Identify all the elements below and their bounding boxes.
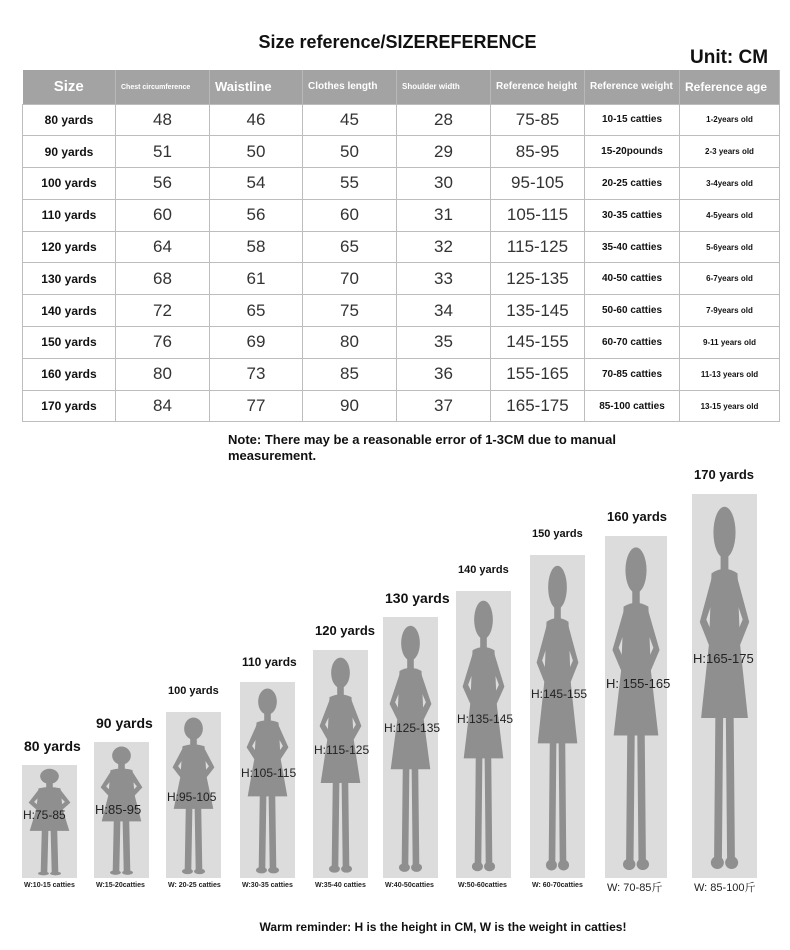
- measurement-note: Note: There may be a reasonable error of 1-3CM due to manual measurement.: [228, 432, 616, 463]
- table-cell: 135-145: [491, 295, 585, 327]
- table-cell: 85-95: [491, 136, 585, 168]
- table-cell: 120 yards: [23, 231, 116, 263]
- table-cell: 40-50 catties: [585, 263, 680, 295]
- table-row: [23, 168, 780, 200]
- table-cell: 35: [397, 327, 491, 359]
- table-cell: 46: [210, 104, 303, 136]
- weight-range-label: W: 20-25 catties: [168, 882, 221, 889]
- table-cell: 54: [210, 168, 303, 200]
- table-cell: 32: [397, 231, 491, 263]
- height-range-label: H:135-145: [457, 711, 514, 726]
- table-cell: 85: [303, 358, 397, 390]
- table-cell: 45: [303, 104, 397, 136]
- table-cell: 155-165: [491, 358, 585, 390]
- table-cell: 58: [210, 231, 303, 263]
- figure-size-label: 150 yards: [532, 528, 583, 540]
- figure-size-label: 130 yards: [385, 590, 450, 606]
- table-cell: 150 yards: [23, 327, 116, 359]
- table-cell: 85-100 catties: [585, 390, 680, 422]
- table-cell: 50-60 catties: [585, 295, 680, 327]
- header-cell: Reference age: [680, 70, 780, 104]
- table-cell: 31: [397, 199, 491, 231]
- table-cell: 37: [397, 390, 491, 422]
- table-header-row: [23, 70, 780, 104]
- table-cell: 33: [397, 263, 491, 295]
- weight-range-label: W:10-15 catties: [24, 882, 75, 889]
- header-cell: Clothes length: [303, 70, 397, 104]
- table-cell: 76: [116, 327, 210, 359]
- table-row: [23, 136, 780, 168]
- warm-reminder: Warm reminder: H is the height in CM, W is the weight in catties!: [259, 920, 627, 934]
- figure-panel: [313, 650, 368, 878]
- table-cell: 20-25 catties: [585, 168, 680, 200]
- header-cell: Size: [23, 70, 116, 104]
- table-row: [23, 327, 780, 359]
- table-cell: 2-3 years old: [680, 136, 780, 168]
- table-cell: 140 yards: [23, 295, 116, 327]
- height-range-label: H: 155-165: [606, 676, 671, 692]
- figure-panel: [383, 617, 441, 878]
- table-cell: 75: [303, 295, 397, 327]
- table-row: [23, 358, 780, 390]
- table-cell: 30: [397, 168, 491, 200]
- table-cell: 77: [210, 390, 303, 422]
- weight-range-label: W:35-40 catties: [315, 882, 366, 889]
- height-range-label: H:95-105: [167, 790, 217, 805]
- table-cell: 15-20pounds: [585, 136, 680, 168]
- table-cell: 6-7years old: [680, 263, 780, 295]
- height-range-label: H:145-155: [531, 687, 588, 702]
- table-cell: 60: [303, 199, 397, 231]
- height-range-label: H:165-175: [693, 651, 754, 667]
- table-cell: 75-85: [491, 104, 585, 136]
- header-cell: Waistline: [210, 70, 303, 104]
- table-cell: 70: [303, 263, 397, 295]
- figure-panel: [692, 494, 757, 878]
- table-cell: 90: [303, 390, 397, 422]
- height-range-label: H:75-85: [23, 807, 66, 822]
- height-range-label: H:115-125: [314, 743, 370, 758]
- weight-range-label: W:50-60catties: [458, 882, 507, 889]
- table-cell: 30-35 catties: [585, 199, 680, 231]
- size-table: [22, 70, 780, 422]
- figure-size-label: 110 yards: [242, 655, 297, 669]
- table-cell: 51: [116, 136, 210, 168]
- figure-size-label: 160 yards: [607, 509, 667, 524]
- table-cell: 125-135: [491, 263, 585, 295]
- header-cell: Chest circumference: [116, 70, 210, 104]
- figure-panel: [530, 555, 588, 878]
- figure-size-label: 90 yards: [96, 715, 153, 731]
- weight-range-label: W:30-35 catties: [242, 882, 293, 889]
- table-cell: 5-6years old: [680, 231, 780, 263]
- table-cell: 160 yards: [23, 358, 116, 390]
- figure-size-label: 100 yards: [168, 685, 219, 697]
- figure-size-label: 140 yards: [458, 564, 509, 576]
- table-cell: 9-11 years old: [680, 327, 780, 359]
- table-cell: 145-155: [491, 327, 585, 359]
- table-cell: 100 yards: [23, 168, 116, 200]
- table-cell: 84: [116, 390, 210, 422]
- table-row: [23, 295, 780, 327]
- figure-size-label: 170 yards: [694, 467, 754, 482]
- table-cell: 55: [303, 168, 397, 200]
- table-cell: 105-115: [491, 199, 585, 231]
- table-row: [23, 199, 780, 231]
- table-cell: 70-85 catties: [585, 358, 680, 390]
- table-cell: 7-9years old: [680, 295, 780, 327]
- table-cell: 170 yards: [23, 390, 116, 422]
- table-cell: 50: [303, 136, 397, 168]
- table-cell: 56: [210, 199, 303, 231]
- table-cell: 80 yards: [23, 104, 116, 136]
- table-cell: 64: [116, 231, 210, 263]
- table-body: [23, 104, 780, 422]
- weight-range-label: W: 60-70catties: [532, 882, 583, 889]
- table-cell: 68: [116, 263, 210, 295]
- table-cell: 28: [397, 104, 491, 136]
- table-cell: 60-70 catties: [585, 327, 680, 359]
- table-cell: 60: [116, 199, 210, 231]
- weight-range-label: W: 70-85斤: [607, 882, 663, 894]
- table-cell: 110 yards: [23, 199, 116, 231]
- table-cell: 130 yards: [23, 263, 116, 295]
- table-cell: 69: [210, 327, 303, 359]
- table-cell: 90 yards: [23, 136, 116, 168]
- height-chart: [0, 467, 790, 900]
- table-cell: 4-5years old: [680, 199, 780, 231]
- table-cell: 29: [397, 136, 491, 168]
- table-cell: 10-15 catties: [585, 104, 680, 136]
- figure-panel: [456, 591, 514, 878]
- table-cell: 95-105: [491, 168, 585, 200]
- table-cell: 73: [210, 358, 303, 390]
- height-range-label: H:125-135: [384, 721, 441, 736]
- figure-size-label: 80 yards: [24, 738, 81, 754]
- height-range-label: H:105-115: [241, 766, 297, 781]
- table-cell: 72: [116, 295, 210, 327]
- page-title: Size reference/SIZEREFERENCE: [258, 32, 537, 52]
- header-cell: Shoulder width: [397, 70, 491, 104]
- table-cell: 165-175: [491, 390, 585, 422]
- table-cell: 80: [303, 327, 397, 359]
- header-cell: Reference height: [491, 70, 585, 104]
- figure-panel: [605, 536, 667, 878]
- table-row: [23, 263, 780, 295]
- table-cell: 11-13 years old: [680, 358, 780, 390]
- weight-range-label: W:15-20catties: [96, 882, 145, 889]
- table-cell: 50: [210, 136, 303, 168]
- table-row: [23, 231, 780, 263]
- height-range-label: H:85-95: [95, 801, 142, 817]
- figure-size-label: 120 yards: [315, 623, 375, 638]
- table-cell: 36: [397, 358, 491, 390]
- weight-range-label: W: 85-100斤: [694, 882, 756, 894]
- table-cell: 1-2years old: [680, 104, 780, 136]
- weight-range-label: W:40-50catties: [385, 882, 434, 889]
- table-cell: 48: [116, 104, 210, 136]
- table-cell: 61: [210, 263, 303, 295]
- table-cell: 115-125: [491, 231, 585, 263]
- unit-label: Unit: CM: [690, 47, 769, 68]
- table-cell: 35-40 catties: [585, 231, 680, 263]
- table-cell: 3-4years old: [680, 168, 780, 200]
- table-row: [23, 390, 780, 422]
- table-cell: 34: [397, 295, 491, 327]
- table-cell: 13-15 years old: [680, 390, 780, 422]
- table-cell: 80: [116, 358, 210, 390]
- table-cell: 65: [210, 295, 303, 327]
- header-cell: Reference weight: [585, 70, 680, 104]
- table-cell: 56: [116, 168, 210, 200]
- table-cell: 65: [303, 231, 397, 263]
- table-row: [23, 104, 780, 136]
